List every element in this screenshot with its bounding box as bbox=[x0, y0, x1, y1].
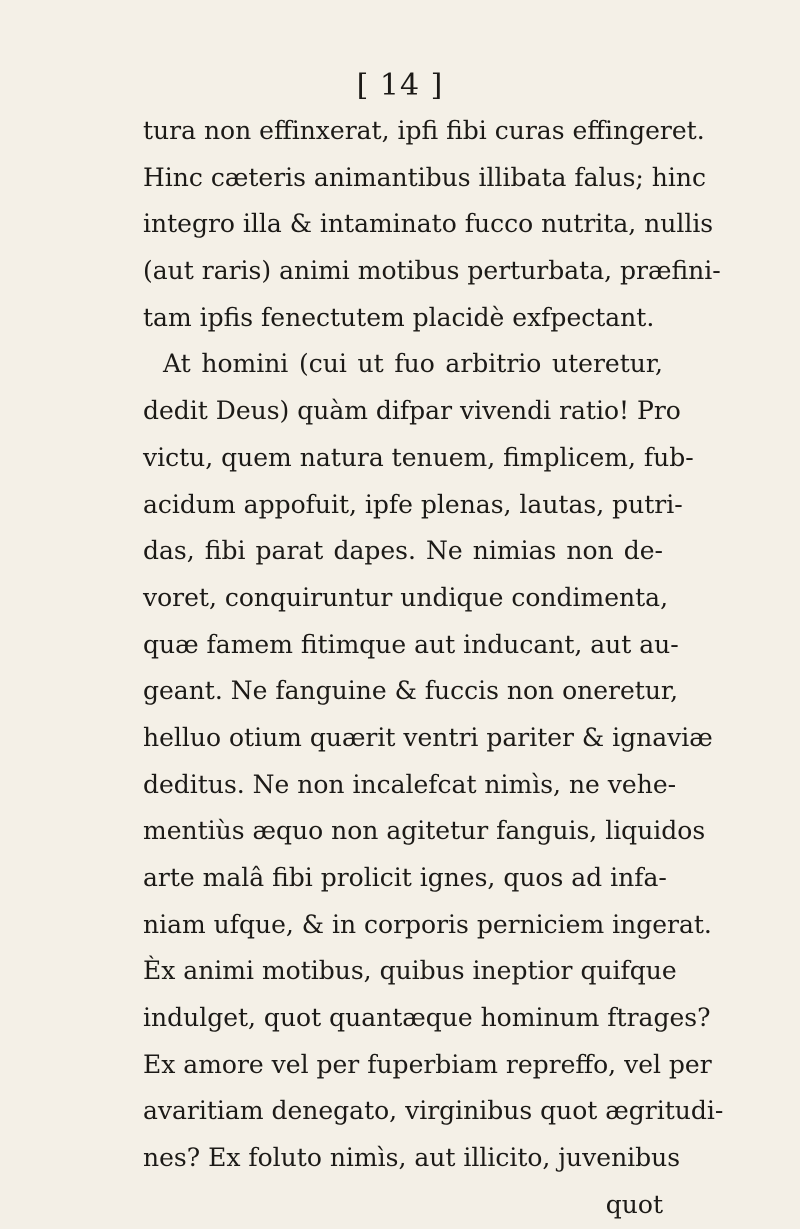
text-line: victu, quem natura tenuem, fimplicem, fub- bbox=[143, 442, 694, 472]
page-number: [ 14 ] bbox=[356, 68, 444, 103]
text-line: dedit Deus) quàm difpar vivendi ratio! Pro bbox=[143, 396, 681, 426]
catchword: quot bbox=[605, 1189, 663, 1219]
text-line: quæ famem fitimque aut inducant, aut au- bbox=[143, 629, 679, 659]
text-line: Èx animi motibus, quibus ineptior quifque bbox=[143, 956, 677, 986]
text-line: (aut raris) animi motibus perturbata, præfini- bbox=[143, 256, 721, 286]
text-line: mentiùs æquo non agitetur fanguis, liquidos bbox=[143, 816, 706, 846]
text-line: deditus. Ne non incalefcat nimìs, ne vehe- bbox=[143, 769, 677, 799]
text-line: nes? Ex foluto nimìs, aut illicito, juvenibus bbox=[143, 1143, 681, 1173]
paragraph-start-line: At homini (cui ut fuo arbitrio uteretur, bbox=[163, 349, 663, 379]
text-line: Hinc cæteris animantibus illibata falus; hinc bbox=[143, 162, 706, 192]
text-line: tura non effinxerat, ipfi fibi curas effingeret. bbox=[143, 116, 705, 145]
text-line: integro illa & intaminato fucco nutrita, nullis bbox=[143, 209, 714, 239]
text-line: tam ipfis fenectutem placidè exfpectant. bbox=[143, 302, 655, 332]
text-line: geant. Ne fanguine & fuccis non oneretur, bbox=[143, 676, 679, 706]
text-line: helluo otium quærit ventri pariter & ignaviæ bbox=[143, 722, 713, 752]
text-line: das, fibi parat dapes. Ne nimias non de- bbox=[143, 536, 663, 566]
text-line: Ex amore vel per fuperbiam repreffo, vel per bbox=[143, 1049, 712, 1079]
text-line: niam ufque, & in corporis perniciem ingerat. bbox=[143, 909, 712, 939]
body-text bbox=[143, 108, 724, 1229]
text-line: indulget, quot quantæque hominum ftrages? bbox=[143, 1003, 711, 1033]
text-line: arte malâ fibi prolicit ignes, quos ad infa- bbox=[143, 863, 667, 892]
text-line: voret, conquiruntur undique condimenta, bbox=[143, 582, 669, 612]
text-line: acidum appofuit, ipfe plenas, lautas, putri- bbox=[143, 489, 683, 519]
text-line: avaritiam denegato, virginibus quot ægritudi- bbox=[143, 1096, 724, 1126]
